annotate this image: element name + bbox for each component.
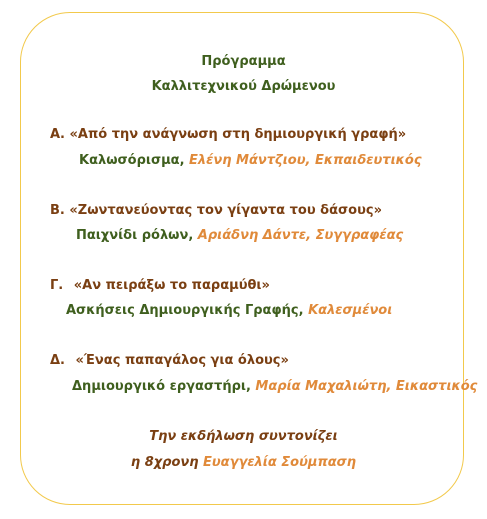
item-title: «Ένας παπαγάλος για όλους» [75,353,289,368]
item-person: Ελένη Μάντζιου, Εκπαιδευτικός [189,153,422,168]
item-c-heading [50,278,270,293]
item-d-details [72,379,477,394]
coordinator-name: Ευαγγελία Σούμπαση [203,455,357,470]
program-subtitle: Καλλιτεχνικού Δρώμενου [151,79,336,94]
item-letter: Α. [50,127,65,142]
item-b-details [76,228,403,243]
program-title: Πρόγραμμα [201,54,286,69]
item-person: Αριάδνη Δάντε, Συγγραφέας [197,228,404,243]
item-person: Μαρία Μαχαλιώτη, Εικαστικός [255,379,478,394]
item-b-heading [50,203,382,218]
item-activity: Καλωσόρισμα, [79,153,190,168]
item-title: «Αν πειράξω το παραμύθι» [73,278,270,293]
coordinator-name-line [0,455,487,470]
coordinator-prefix: η 8χρονη [130,455,204,470]
item-a-details [79,153,422,168]
item-letter: Δ. [50,353,65,368]
item-title: «Από την ανάγνωση στη δημιουργική γραφή» [69,127,407,142]
coordinator-line: Την εκδήλωση συντονίζει [149,429,338,444]
item-activity: Ασκήσεις Δημιουργικής Γραφής, [66,303,309,318]
item-a-heading [50,127,406,142]
item-activity: Δημιουργικό εργαστήρι, [72,379,256,394]
item-d-heading [50,353,289,368]
item-letter: Β. [50,203,65,218]
item-title: «Ζωντανεύοντας τον γίγαντα του δάσους» [69,203,382,218]
item-activity: Παιχνίδι ρόλων, [76,228,198,243]
item-c-details [66,303,392,318]
item-letter: Γ. [50,278,64,293]
item-person: Καλεσμένοι [308,303,393,318]
